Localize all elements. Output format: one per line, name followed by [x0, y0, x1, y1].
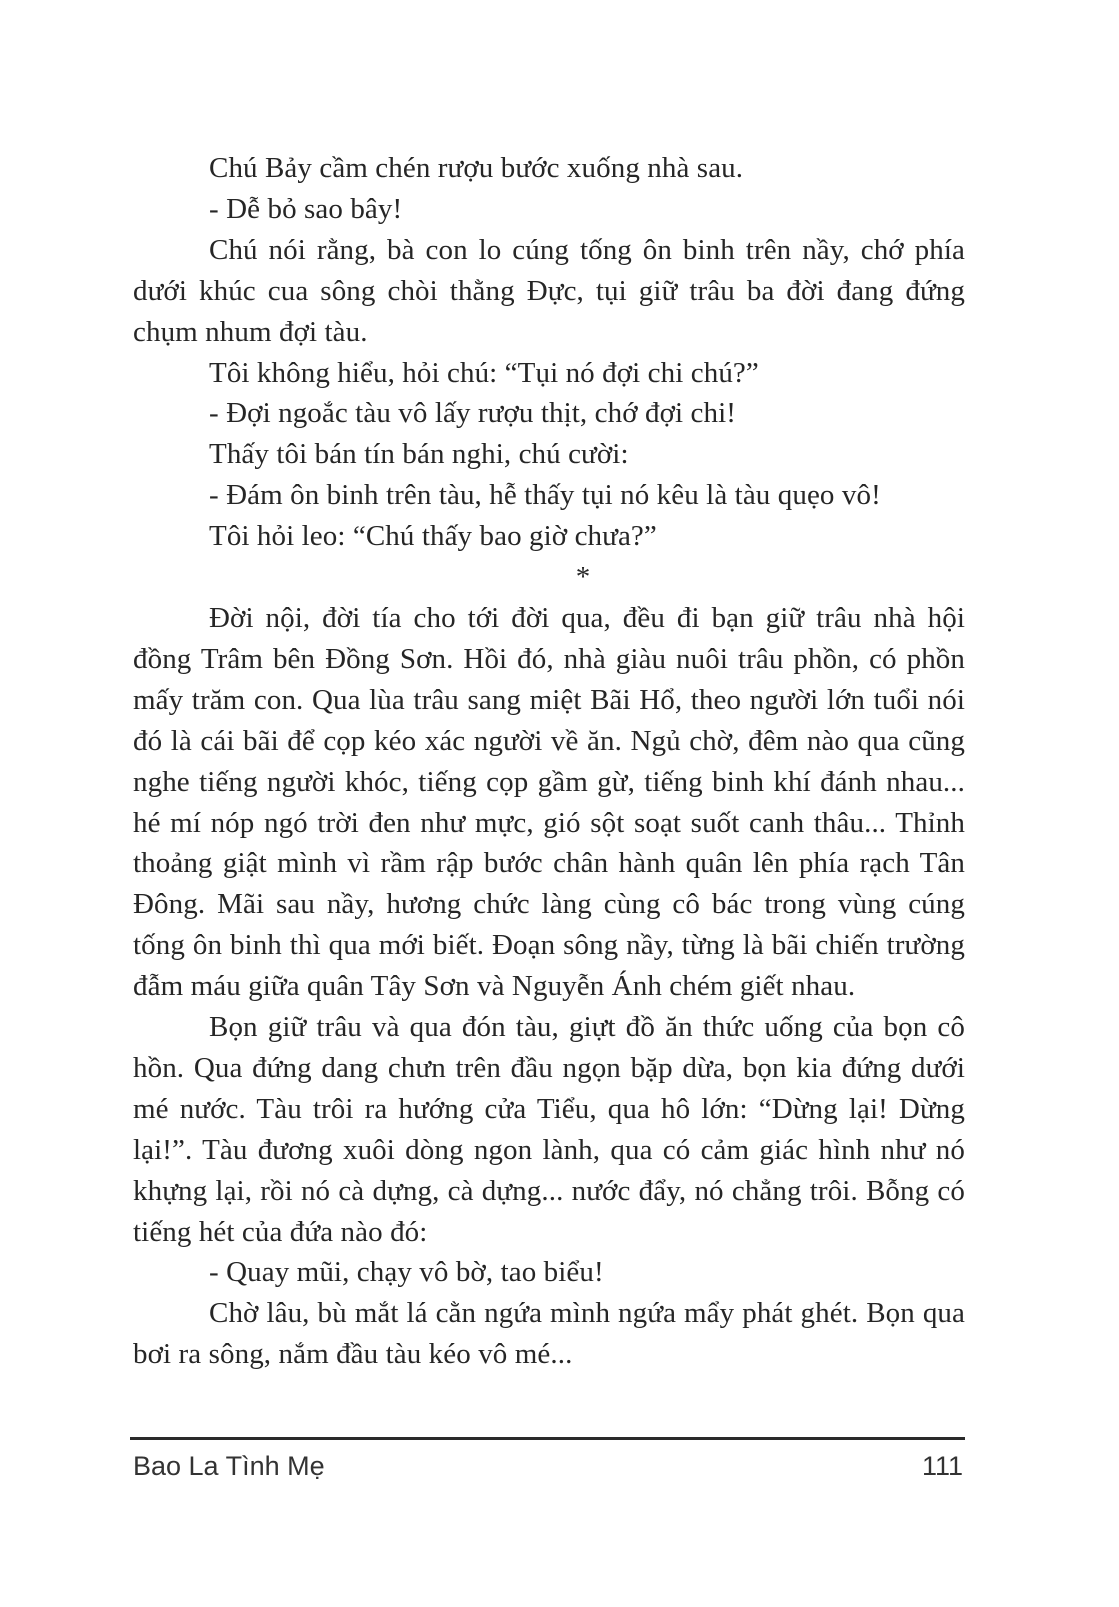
page-footer — [133, 1451, 963, 1491]
page-number: 111 — [921, 1451, 963, 1481]
dialogue-line: - Đám ôn binh trên tàu, hễ thấy tụi nó kêu là tàu quẹo vô! — [209, 479, 881, 512]
body-text — [133, 148, 965, 1375]
paragraph: Tôi hỏi leo: “Chú thấy bao giờ chưa?” — [209, 520, 657, 553]
paragraph: Đời nội, đời tía cho tới đời qua, đều đi bạn giữ trâu nhà hội đồng Trâm bên Đồng Sơn. Hồi đó, nhà giàu nuôi trâu phồn, có phồn mấy trăm con. Qua lùa trâu sang miệt Bãi Hổ, theo người lớn tuổi nói đó là cái bãi để cọp kéo xác người về ăn. Ngủ chờ, đêm nào qua cũng nghe tiếng người khóc, tiếng cọp gầm gừ, tiếng binh khí đánh nhau... hé mí nóp ngó trời đen như mực, gió sột soạt suốt canh thâu... Thỉnh thoảng giật mình vì rầm rập bước chân hành quân lên phía rạch Tân Đông. Mãi sau nầy, hương chức làng cùng cô bác trong vùng cúng tống ôn binh thì qua mới biết. Đoạn sông nầy, từng là bãi chiến trường đẫm máu giữa quân Tây Sơn và Nguyễn Ánh chém giết nhau. — [133, 601, 965, 1003]
paragraph: Tôi không hiểu, hỏi chú: “Tụi nó đợi chi chú?” — [209, 356, 759, 389]
footer-divider — [130, 1437, 965, 1440]
dialogue-line: - Đợi ngoắc tàu vô lấy rượu thịt, chớ đợi chi! — [209, 397, 737, 430]
paragraph: Chờ lâu, bù mắt lá cằn ngứa mình ngứa mẩy phát ghét. Bọn qua bơi ra sông, nắm đầu tàu kéo vô mé... — [133, 1297, 965, 1371]
paragraph: Chú Bảy cầm chén rượu bước xuống nhà sau. — [209, 152, 744, 184]
dialogue-line: - Quay mũi, chạy vô bờ, tao biểu! — [209, 1256, 604, 1289]
paragraph: Bọn giữ trâu và qua đón tàu, giựt đồ ăn thức uống của bọn cô hồn. Qua đứng dang chưn trên đầu ngọn bặp dừa, bọn kia đứng dưới mé nước. Tàu trôi ra hướng cửa Tiểu, qua hô lớn: “Dừng lại! Dừng lại!”. Tàu đương xuôi dòng ngon lành, qua có cảm giác hình như nó khựng lại, rồi nó cà dựng, cà dựng... nước đẩy, nó chẳng trôi. Bỗng có tiếng hét của đứa nào đó: — [133, 1011, 965, 1248]
book-title: Bao La Tình Mẹ — [133, 1451, 325, 1481]
paragraph: Chú nói rằng, bà con lo cúng tống ôn binh trên nầy, chớ phía dưới khúc cua sông chòi thằng Đực, tụi giữ trâu ba đời đang đứng chụm nhum đợi tàu. — [133, 233, 965, 348]
paragraph: Thấy tôi bán tín bán nghi, chú cười: — [209, 438, 629, 471]
section-separator: * — [575, 561, 591, 594]
dialogue-line: - Dễ bỏ sao bây! — [209, 192, 403, 225]
